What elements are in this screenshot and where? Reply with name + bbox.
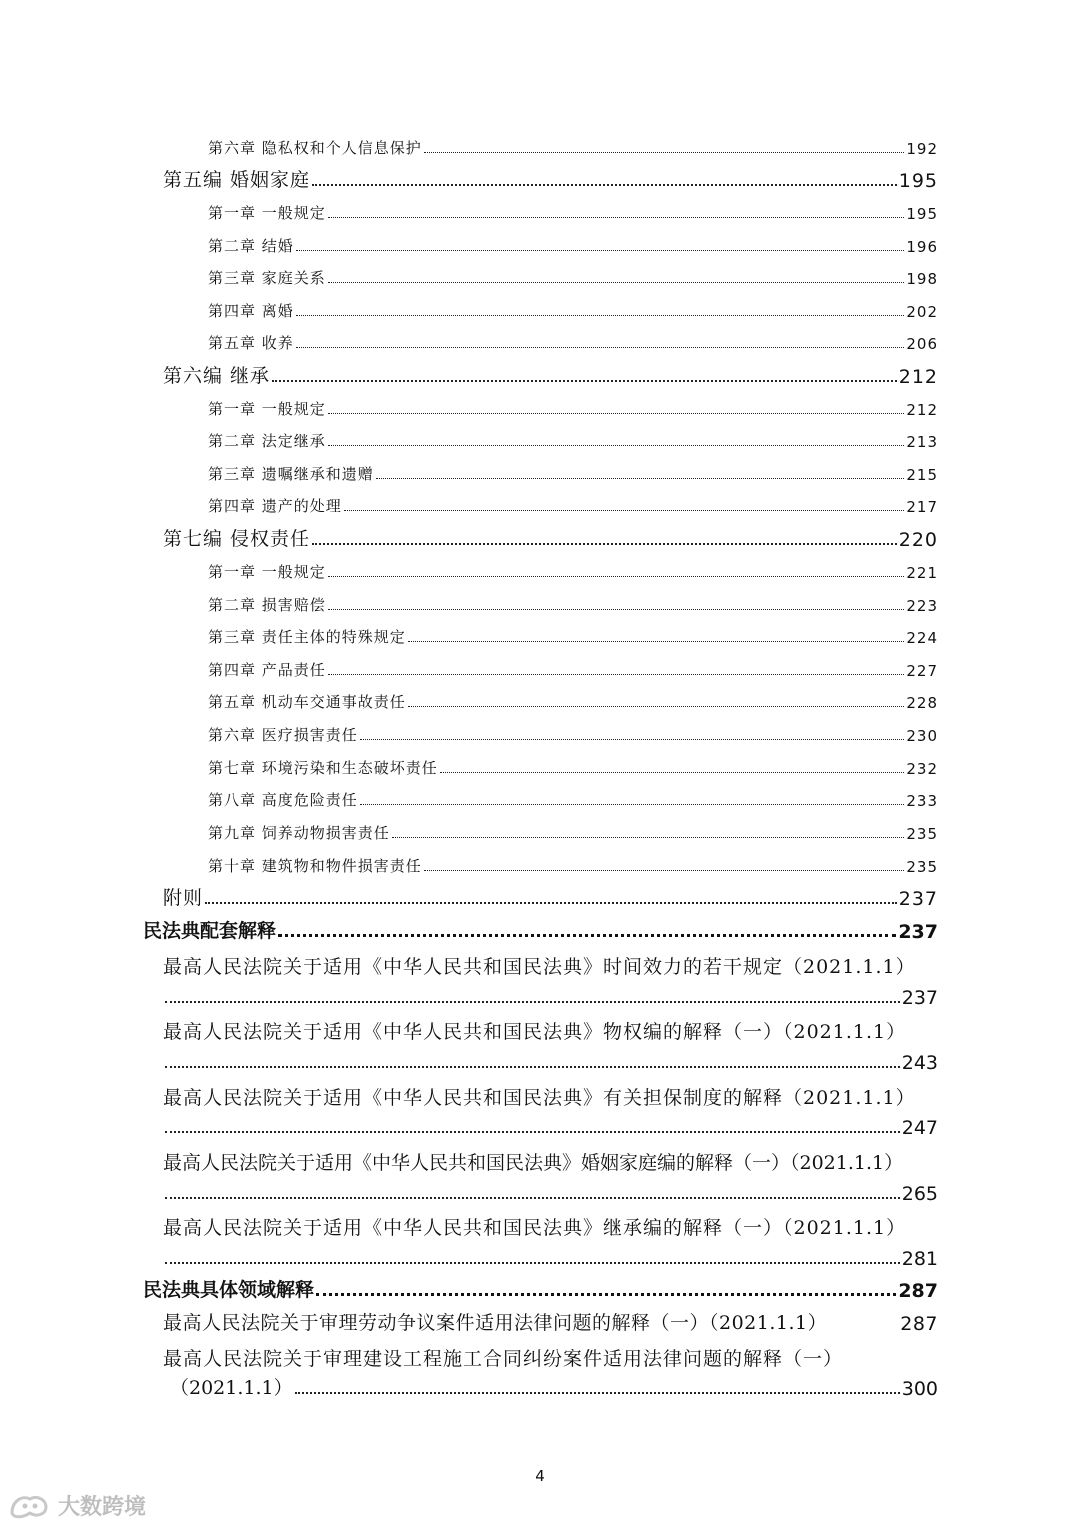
toc-part-label: 第五编 婚姻家庭 — [163, 169, 311, 191]
dot-leader — [295, 1392, 900, 1394]
toc-entry-page: 215 — [906, 466, 938, 484]
toc-item-title[interactable]: 最高人民法院关于适用《中华人民共和国民法典》有关担保制度的解释（2021.1.1） — [163, 1087, 916, 1109]
dot-leader — [408, 706, 905, 707]
dot-leader — [165, 1001, 900, 1003]
toc-entry-page: 206 — [906, 335, 938, 353]
toc-item-continuation[interactable] — [163, 1115, 938, 1139]
toc-part-page: 220 — [898, 529, 938, 551]
toc-entry-label: 第六章 隐私权和个人信息保护 — [208, 139, 422, 157]
toc-entry[interactable] — [208, 595, 938, 615]
toc-entry-page: 202 — [906, 303, 938, 321]
dot-leader — [360, 804, 905, 805]
dot-leader — [312, 184, 897, 186]
toc-entry-page: 196 — [906, 238, 938, 256]
toc-entry-page: 217 — [906, 498, 938, 516]
toc-item-title-cont: （2021.1.1） — [170, 1377, 293, 1399]
dot-leader — [165, 1066, 900, 1068]
toc-entry[interactable] — [208, 268, 938, 288]
toc-entry[interactable] — [208, 399, 938, 419]
toc-entry-page: 235 — [906, 858, 938, 876]
toc-section-label: 民法典配套解释 — [143, 920, 277, 942]
toc-item-page: 237 — [901, 987, 938, 1009]
toc-part-label: 附则 — [163, 887, 204, 909]
dot-leader — [296, 315, 905, 316]
toc-entry-page: 230 — [906, 727, 938, 745]
toc-entry-page: 228 — [906, 694, 938, 712]
toc-entry-page: 221 — [906, 564, 938, 582]
toc-item-page: 287 — [900, 1313, 938, 1335]
toc-entry-label: 第四章 离婚 — [208, 302, 294, 320]
toc-item-title[interactable]: 最高人民法院关于适用《中华人民共和国民法典》婚姻家庭编的解释（一）（2021.1.1） — [163, 1152, 904, 1174]
toc-item-page: 265 — [901, 1183, 938, 1205]
toc-part[interactable] — [163, 168, 938, 192]
dot-leader — [376, 478, 905, 479]
toc-entry-label: 第三章 责任主体的特殊规定 — [208, 628, 406, 646]
toc-entry[interactable] — [208, 856, 938, 876]
toc-entry-label: 第五章 收养 — [208, 334, 294, 352]
watermark — [8, 1490, 146, 1521]
toc-part[interactable] — [163, 364, 938, 388]
dot-leader — [165, 1131, 900, 1133]
toc-entry-page: 212 — [906, 401, 938, 419]
toc-entry-label: 第四章 遗产的处理 — [208, 497, 342, 515]
dot-leader — [328, 282, 905, 283]
dot-leader — [278, 934, 896, 937]
toc-entry-label: 第十章 建筑物和物件损害责任 — [208, 857, 422, 875]
toc-item-title[interactable]: 最高人民法院关于适用《中华人民共和国民法典》物权编的解释（一）（2021.1.1） — [163, 1021, 907, 1043]
toc-entry-page: 192 — [906, 140, 938, 158]
toc-item-title: 最高人民法院关于审理劳动争议案件适用法律问题的解释（一）（2021.1.1） — [163, 1312, 828, 1334]
dot-leader — [392, 837, 905, 838]
dot-leader — [296, 250, 905, 251]
dot-leader — [328, 609, 905, 610]
toc-item-title[interactable]: 最高人民法院关于审理建设工程施工合同纠纷案件适用法律问题的解释（一） — [163, 1348, 844, 1370]
toc-item-page: 243 — [901, 1052, 938, 1074]
toc-item-page: 247 — [901, 1117, 938, 1139]
dot-leader — [312, 543, 897, 545]
toc-entry[interactable] — [208, 692, 938, 712]
dot-leader — [408, 641, 905, 642]
dot-leader — [344, 510, 905, 511]
toc-entry-label: 第一章 一般规定 — [208, 563, 326, 581]
dot-leader — [272, 380, 897, 382]
toc-entry-page: 213 — [906, 433, 938, 451]
toc-entry-label: 第四章 产品责任 — [208, 661, 326, 679]
toc-entry-label: 第六章 医疗损害责任 — [208, 726, 358, 744]
dot-leader — [328, 674, 905, 675]
dot-leader — [328, 413, 905, 414]
toc-section[interactable] — [143, 919, 938, 943]
toc-entry-page: 198 — [906, 270, 938, 288]
toc-entry-label: 第八章 高度危险责任 — [208, 791, 358, 809]
toc-entry-label: 第一章 一般规定 — [208, 204, 326, 222]
toc-entry-label: 第一章 一般规定 — [208, 400, 326, 418]
toc-item[interactable] — [163, 1311, 938, 1335]
toc-entry-page: 232 — [906, 760, 938, 778]
dot-leader — [328, 445, 905, 446]
toc-part[interactable] — [163, 527, 938, 551]
toc-entry-page: 227 — [906, 662, 938, 680]
toc-section-page: 287 — [898, 1280, 938, 1302]
toc-entry-page: 195 — [906, 205, 938, 223]
toc-item-title[interactable]: 最高人民法院关于适用《中华人民共和国民法典》时间效力的若干规定（2021.1.1） — [163, 956, 916, 978]
toc-entry[interactable] — [208, 790, 938, 810]
toc-entry-label: 第五章 机动车交通事故责任 — [208, 693, 406, 711]
toc-part-page: 212 — [898, 366, 938, 388]
toc-entry-label: 第三章 遗嘱继承和遗赠 — [208, 465, 374, 483]
toc-item-continuation[interactable] — [163, 1181, 938, 1205]
toc-section[interactable] — [143, 1278, 938, 1302]
toc-entry-page: 235 — [906, 825, 938, 843]
toc-entry-label: 第三章 家庭关系 — [208, 269, 326, 287]
dot-leader — [328, 217, 905, 218]
toc-entry[interactable] — [208, 562, 938, 582]
toc-entry[interactable] — [208, 236, 938, 256]
toc-part-page: 237 — [898, 888, 938, 910]
brand-logo-icon — [8, 1491, 52, 1521]
toc-item-continuation[interactable] — [170, 1376, 938, 1400]
toc-entry[interactable] — [208, 431, 938, 451]
toc-entry[interactable] — [208, 627, 938, 647]
toc-item-continuation[interactable] — [163, 985, 938, 1009]
toc-section-label: 民法典具体领域解释 — [143, 1279, 315, 1301]
dot-leader — [165, 1197, 900, 1199]
toc-entry-page: 223 — [906, 597, 938, 615]
dot-leader — [205, 902, 897, 904]
toc-entry[interactable] — [208, 725, 938, 745]
toc-entry[interactable] — [208, 464, 938, 484]
toc-item-continuation[interactable] — [163, 1246, 938, 1270]
toc-item-title[interactable]: 最高人民法院关于适用《中华人民共和国民法典》继承编的解释（一）（2021.1.1） — [163, 1217, 907, 1239]
toc-entry[interactable] — [208, 660, 938, 680]
toc-item-page: 300 — [901, 1378, 938, 1400]
toc-entry[interactable] — [208, 758, 938, 778]
toc-entry[interactable] — [208, 203, 938, 223]
toc-entry-label: 第二章 损害赔偿 — [208, 596, 326, 614]
toc-section-page: 237 — [898, 921, 938, 943]
toc-entry-page: 224 — [906, 629, 938, 647]
toc-part-page: 195 — [898, 170, 938, 192]
toc-part-label: 第六编 继承 — [163, 365, 271, 387]
watermark-text: 大数跨境 — [58, 1495, 147, 1520]
toc-entry[interactable] — [208, 333, 938, 353]
dot-leader — [424, 152, 905, 153]
dot-leader — [424, 870, 905, 871]
dot-leader — [296, 347, 905, 348]
dot-leader — [165, 1262, 900, 1264]
toc-part[interactable] — [163, 886, 938, 910]
toc-entry-label: 第二章 结婚 — [208, 237, 294, 255]
toc-entry-label: 第九章 饲养动物损害责任 — [208, 824, 390, 842]
toc-entry-label: 第七章 环境污染和生态破坏责任 — [208, 759, 438, 777]
dot-leader — [316, 1293, 896, 1296]
toc-entry-label: 第二章 法定继承 — [208, 432, 326, 450]
toc-item-page: 281 — [901, 1248, 938, 1270]
dot-leader — [328, 576, 905, 577]
toc-entry[interactable] — [208, 496, 938, 516]
dot-leader — [360, 739, 905, 740]
toc-entry[interactable] — [208, 823, 938, 843]
toc-entry[interactable] — [208, 301, 938, 321]
page-number: 4 — [535, 1467, 545, 1485]
toc-part-label: 第七编 侵权责任 — [163, 528, 311, 550]
toc-item-continuation[interactable] — [163, 1050, 938, 1074]
toc-entry-page: 233 — [906, 792, 938, 810]
toc-entry[interactable] — [208, 138, 938, 158]
dot-leader — [440, 772, 905, 773]
